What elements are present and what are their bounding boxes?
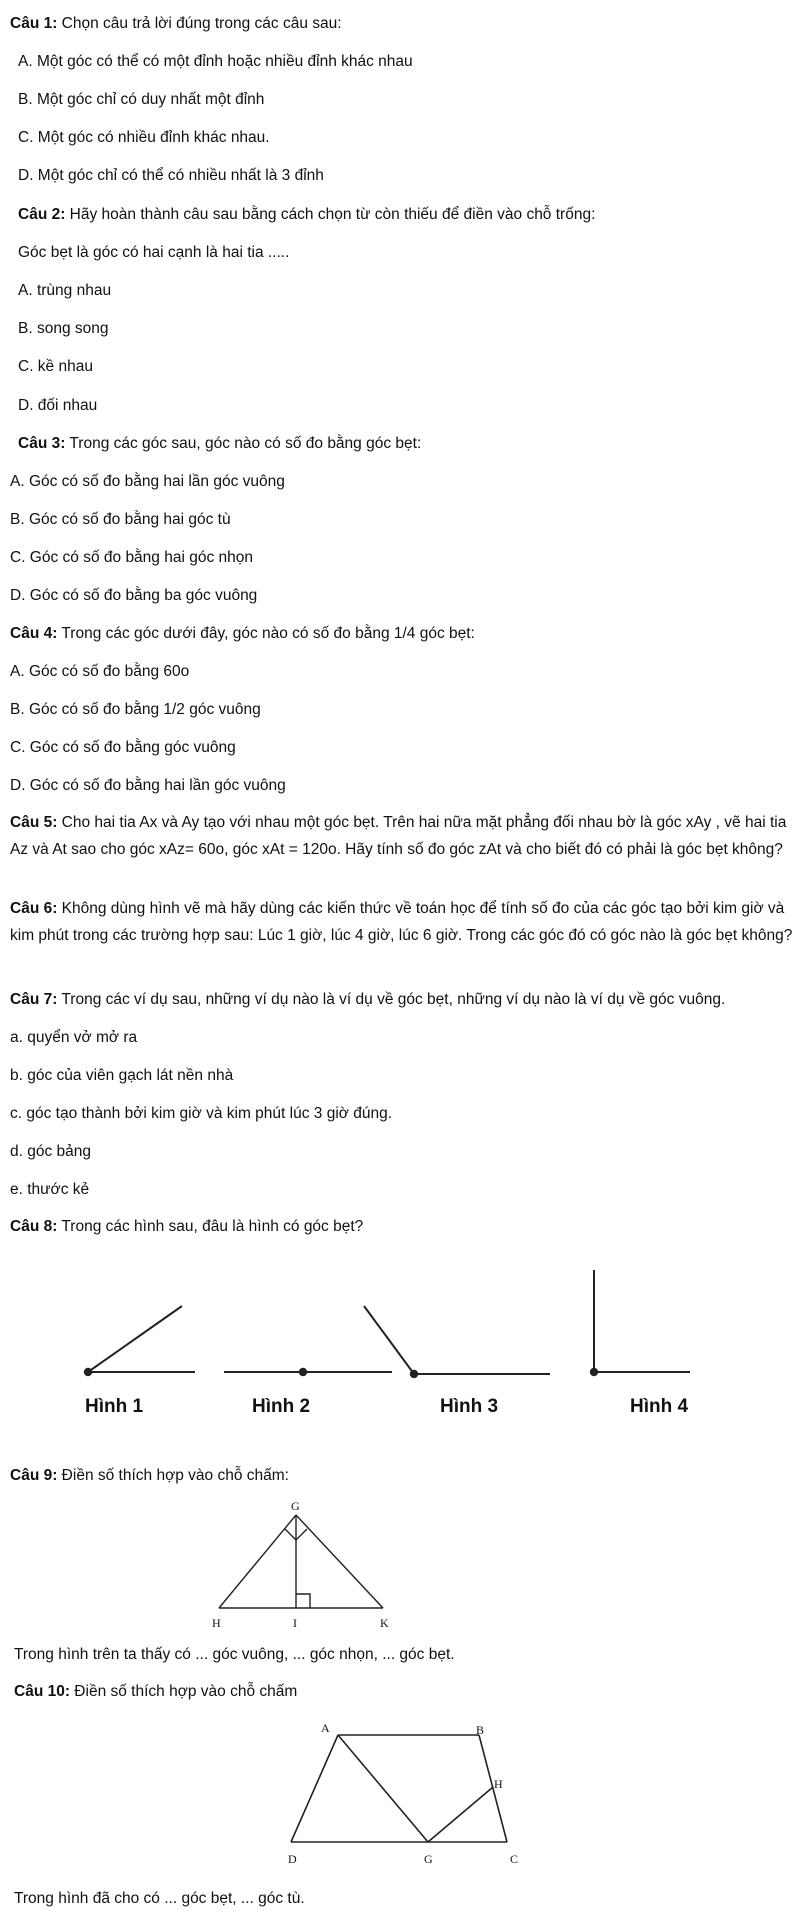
q1-option-d: D. Một góc chỉ có thể có nhiều nhất là 3 đỉnh [18, 167, 324, 184]
q9-point-i: I [293, 1616, 297, 1630]
q6-text: Không dùng hình vẽ mà hãy dùng các kiến thức về toán học để tính số đo của các góc tạo bởi kim giờ và kim phút trong các trường hợp sau: Lúc 1 giờ, lúc 4 giờ, lúc 6 giờ. Trong các góc đó có góc nào là góc bẹt không? [10, 900, 793, 944]
q3-option-c: C. Góc có số đo bằng hai góc nhọn [10, 549, 253, 566]
q3-option-d: D. Góc có số đo bằng ba góc vuông [10, 587, 258, 604]
figure-4-label: Hình 4 [630, 1396, 689, 1417]
q9-point-k: K [380, 1616, 389, 1630]
q9-answer-line: Trong hình trên ta thấy có ... góc vuông, ... góc nhọn, ... góc bẹt. [14, 1646, 455, 1663]
figure-2-straight-angle [224, 1369, 392, 1375]
figure-1-angle [85, 1306, 195, 1375]
q10-point-b: B [476, 1723, 485, 1737]
q7-item-d: d. góc bảng [10, 1143, 92, 1160]
q4-option-a: A. Góc có số đo bằng 60o [10, 663, 190, 680]
q4-text: Trong các góc dưới đây, góc nào có số đo bằng 1/4 góc bẹt: [57, 625, 475, 642]
q10-point-d: D [288, 1852, 297, 1866]
q10-point-h: H [494, 1777, 503, 1791]
q8-text: Trong các hình sau, đâu là hình có góc bẹt? [57, 1218, 364, 1235]
q10-answer-line: Trong hình đã cho có ... góc bẹt, ... góc tù. [14, 1890, 305, 1907]
figure-1-label: Hình 1 [85, 1396, 144, 1417]
q3-option-a: A. Góc có số đo bằng hai lần góc vuông [10, 473, 285, 490]
q7-item-c: c. góc tạo thành bởi kim giờ và kim phút lúc 3 giờ đúng. [10, 1105, 393, 1122]
q9-label: Câu 9: [10, 1467, 58, 1484]
q1-option-c: C. Một góc có nhiều đỉnh khác nhau. [18, 129, 270, 146]
q1-option-a: A. Một góc có thể có một đỉnh hoặc nhiều đỉnh khác nhau [18, 53, 413, 70]
q7-text: Trong các ví dụ sau, những ví dụ nào là ví dụ về góc bẹt, những ví dụ nào là ví dụ về góc vuông. [57, 991, 726, 1008]
q7-item-b: b. góc của viên gạch lát nền nhà [10, 1067, 234, 1084]
q1-text: Chọn câu trả lời đúng trong các câu sau: [57, 15, 342, 32]
q5-text: Cho hai tia Ax và Ay tạo với nhau một góc bẹt. Trên hai nữa mặt phẳng đối nhau bờ là góc xAy , vẽ hai tia Az và At sao cho góc xAz= 60o, góc xAt = 120o. Hãy tính số đo góc zAt và cho biết đó có phải là góc bẹt không? [10, 814, 787, 858]
q10-point-g: G [424, 1852, 433, 1866]
q4-option-d: D. Góc có số đo bằng hai lần góc vuông [10, 777, 286, 794]
q3-label: Câu 3: [18, 435, 66, 452]
figure-4-right-angle [591, 1270, 690, 1375]
q10-label: Câu 10: [14, 1683, 70, 1700]
q7-item-e: e. thước kẻ [10, 1181, 90, 1198]
q8-label: Câu 8: [10, 1218, 58, 1235]
q2-option-d: D. đối nhau [18, 397, 98, 414]
q2-stem: Góc bẹt là góc có hai cạnh là hai tia ..... [18, 244, 290, 261]
q10-text: Điền số thích hợp vào chỗ chấm [70, 1683, 298, 1700]
q2-option-c: C. kề nhau [18, 358, 93, 375]
figure-3-angle [364, 1306, 550, 1377]
q1-label: Câu 1: [10, 15, 58, 32]
figure-2-label: Hình 2 [252, 1396, 311, 1417]
q10-heading [14, 1682, 297, 1701]
q2-option-b: B. song song [18, 320, 109, 337]
q1-option-b: B. Một góc chỉ có duy nhất một đỉnh [18, 91, 265, 108]
q9-text: Điền số thích hợp vào chỗ chấm: [57, 1467, 289, 1484]
q4-option-b: B. Góc có số đo bằng 1/2 góc vuông [10, 701, 261, 718]
q6-label: Câu 6: [10, 900, 58, 917]
q10-point-a: A [321, 1721, 330, 1735]
q10-quadrilateral [291, 1735, 507, 1842]
q2-label: Câu 2: [18, 206, 66, 223]
q9-point-h: H [212, 1616, 221, 1630]
q9-point-g: G [291, 1499, 300, 1513]
q10-point-c: C [510, 1852, 519, 1866]
q9-triangle [219, 1515, 383, 1608]
q7-label: Câu 7: [10, 991, 58, 1008]
q7-item-a: a. quyển vở mở ra [10, 1029, 138, 1046]
q4-label: Câu 4: [10, 625, 58, 642]
q3-option-b: B. Góc có số đo bằng hai góc tù [10, 511, 231, 528]
q5-label: Câu 5: [10, 814, 58, 831]
figure-3-label: Hình 3 [440, 1396, 499, 1417]
q2-option-a: A. trùng nhau [18, 282, 112, 299]
q9-heading [10, 1466, 289, 1485]
q4-option-c: C. Góc có số đo bằng góc vuông [10, 739, 236, 756]
q3-text: Trong các góc sau, góc nào có số đo bằng góc bẹt: [65, 435, 422, 452]
q2-text: Hãy hoàn thành câu sau bằng cách chọn từ còn thiếu để điền vào chỗ trống: [65, 206, 596, 223]
